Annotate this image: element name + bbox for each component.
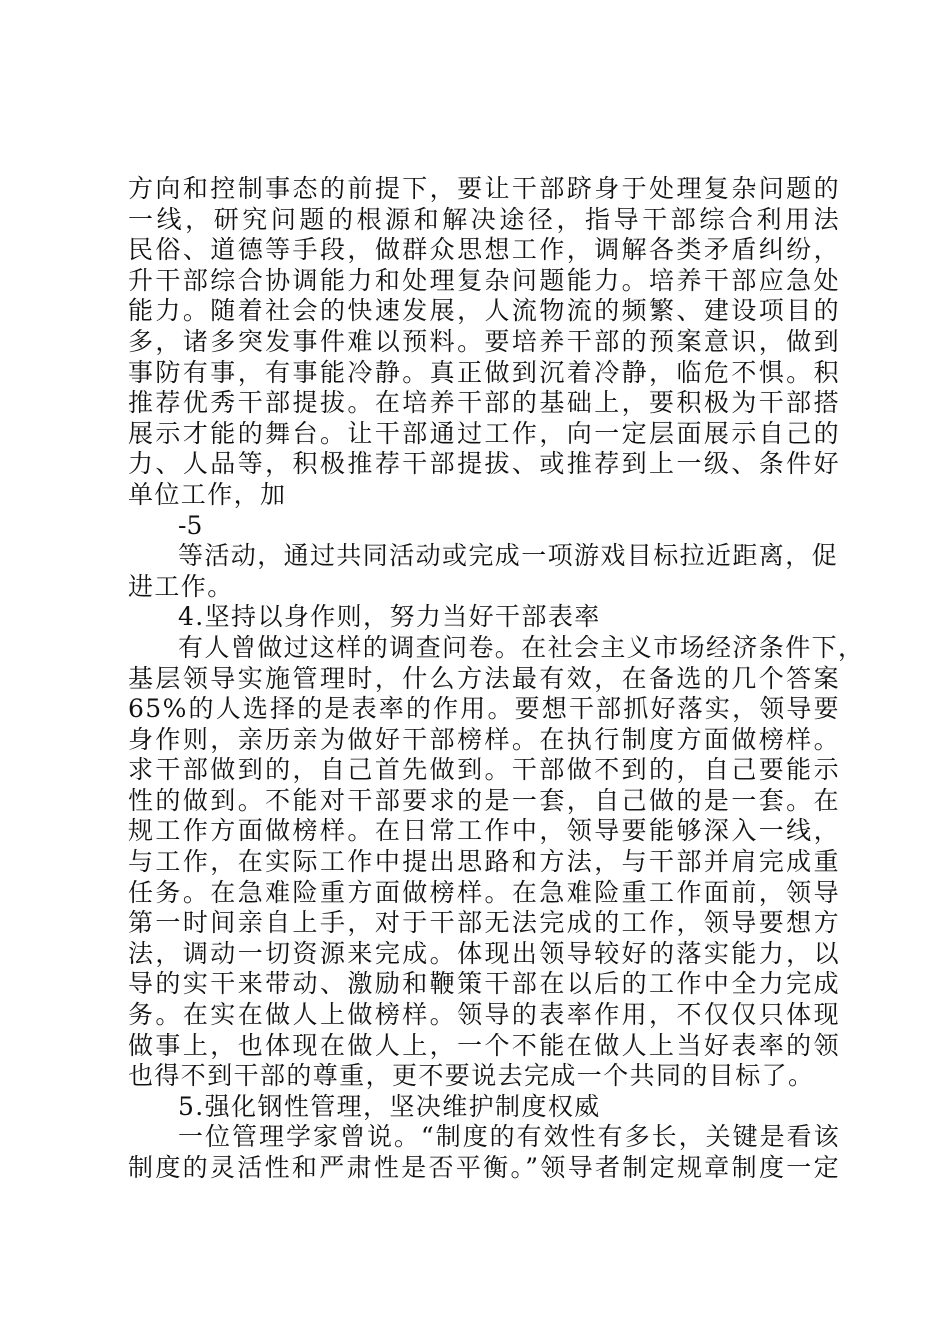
text-line: 第一时间亲自上手，对于干部无法完成的工作，领导要想方: [128, 908, 840, 938]
text-line: 身作则，亲历亲为做好干部榜样。在执行制度方面做榜样。: [128, 724, 840, 754]
text-line: 推荐优秀干部提拔。在培养干部的基础上，要积极为干部搭: [128, 388, 840, 418]
text-line: 65%的人选择的是表率的作用。要想干部抓好落实，领导要: [128, 694, 840, 724]
page-number: -5: [178, 510, 203, 540]
text-line: 也得不到干部的尊重，更不要说去完成一个共同的目标了。: [128, 1061, 815, 1091]
text-line: 一线，研究问题的根源和解决途径，指导干部综合利用法: [128, 204, 840, 234]
text-line: 规工作方面做榜样。在日常工作中，领导要能够深入一线，: [128, 816, 840, 846]
text-line: 基层领导实施管理时，什么方法最有效，在备选的几个答案: [128, 663, 840, 693]
text-line: 力、人品等，积极推荐干部提拔、或推荐到上一级、条件好: [128, 449, 840, 479]
section-heading: 4.坚持以身作则，努力当好干部表率: [178, 602, 601, 632]
text-line: 性的做到。不能对干部要求的是一套，自己做的是一套。在: [128, 785, 840, 815]
paragraph-start: 一位管理学家曾说。“制度的有效性有多长，关键是看该: [178, 1122, 840, 1152]
text-line: 能力。随着社会的快速发展，人流物流的频繁、建设项目的: [128, 296, 840, 326]
paragraph-start: 等活动，通过共同活动或完成一项游戏目标拉近距离，促: [178, 541, 839, 571]
text-line: 导的实干来带动、激励和鞭策干部在以后的工作中全力完成: [128, 969, 840, 999]
text-line: 民俗、道德等手段，做群众思想工作，调解各类矛盾纠纷，: [128, 235, 840, 265]
text-line: 展示才能的舞台。让干部通过工作，向一定层面展示自己的: [128, 418, 840, 448]
text-line: 做事上，也体现在做人上，一个不能在做人上当好表率的领: [128, 1030, 840, 1060]
text-line: 事防有事，有事能冷静。真正做到沉着冷静，临危不惧。积: [128, 357, 840, 387]
text-line: 法，调动一切资源来完成。体现出领导较好的落实能力，以: [128, 938, 840, 968]
text-line: 单位工作，加: [128, 479, 287, 509]
text-line: 与工作，在实际工作中提出思路和方法，与干部并肩完成重: [128, 847, 840, 877]
document-body: [128, 174, 865, 1184]
text-line: 方向和控制事态的前提下，要让干部跻身于处理复杂问题的: [128, 174, 840, 203]
text-line: 进工作。: [128, 571, 234, 601]
paragraph-start: 有人曾做过这样的调查问卷。在社会主义市场经济条件下，: [178, 632, 865, 662]
text-line: 多，诸多突发事件难以预料。要培养干部的预案意识，做到: [128, 326, 840, 356]
text-line: 制度的灵活性和严肃性是否平衡。”领导者制定规章制度一定: [128, 1153, 840, 1182]
text-line: 任务。在急难险重方面做榜样。在急难险重工作面前，领导: [128, 877, 840, 907]
text-line: 升干部综合协调能力和处理复杂问题能力。培养干部应急处: [128, 265, 840, 295]
text-line: 务。在实在做人上做榜样。领导的表率作用，不仅仅只体现: [128, 1000, 840, 1030]
section-heading: 5.强化钢性管理，坚决维护制度权威: [178, 1091, 601, 1121]
text-line: 求干部做到的，自己首先做到。干部做不到的，自己要能示: [128, 755, 840, 785]
